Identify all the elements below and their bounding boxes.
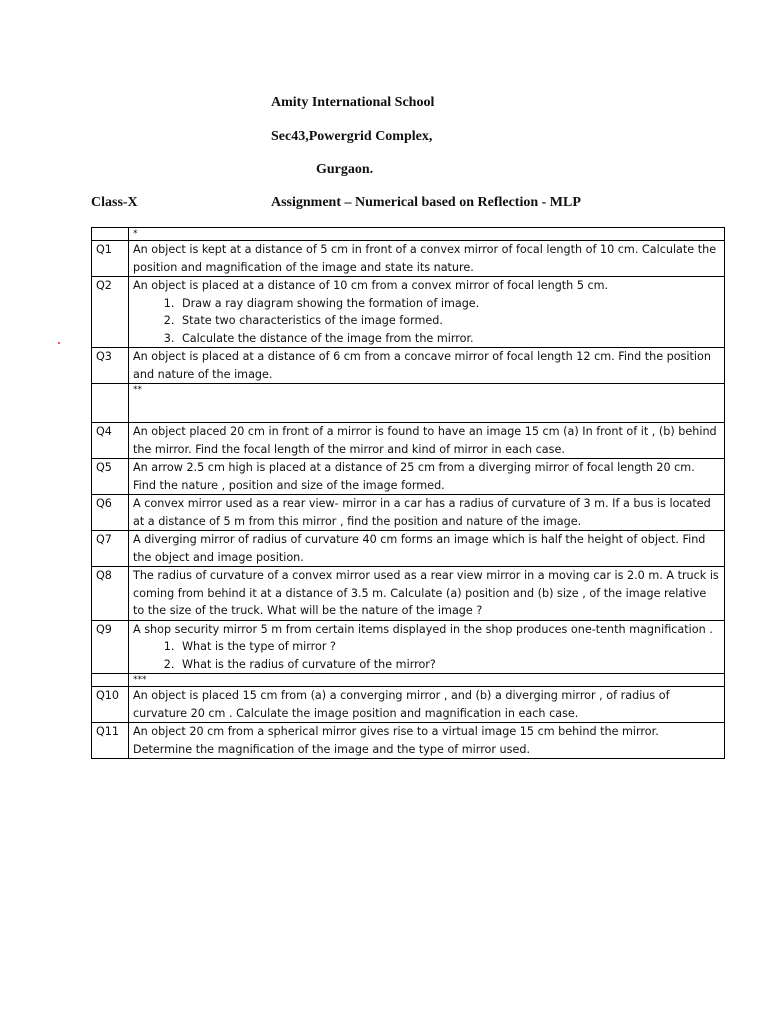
question-number: Q10 xyxy=(92,687,129,723)
question-text: The radius of curvature of a convex mirror used as a rear view mirror in a moving car is 2.0 m. A truck is coming from behind it at a distance of 3.5 m. Calculate (a) position and (b) size , of the image relative to the size of the truck. What will be the nature of the image ? xyxy=(129,567,725,621)
divider-mark: *** xyxy=(129,674,725,687)
question-text: An arrow 2.5 cm high is placed at a distance of 25 cm from a diverging mirror of focal length 20 cm. Find the nature , position and size of the image formed. xyxy=(129,459,725,495)
divider-row xyxy=(92,228,725,241)
question-text: An object is placed 15 cm from (a) a converging mirror , and (b) a diverging mirror , of radius of curvature 20 cm . Calculate the image position and magnification in each case. xyxy=(129,687,725,723)
questions-table xyxy=(91,227,725,759)
question-number: Q5 xyxy=(92,459,129,495)
question-text: An object placed 20 cm in front of a mirror is found to have an image 15 cm (a) In front of it , (b) behind the mirror. Find the focal length of the mirror and kind of mirror in each case. xyxy=(129,423,725,459)
question-number: Q4 xyxy=(92,423,129,459)
sub-question: 1. Draw a ray diagram showing the formation of image. xyxy=(178,295,720,313)
question-number: Q2 xyxy=(92,277,129,348)
school-address: Sec43,Powergrid Complex, xyxy=(271,129,433,144)
question-row-q10 xyxy=(92,687,725,723)
question-row-q11 xyxy=(92,723,725,759)
question-number: Q9 xyxy=(92,620,129,674)
question-row-q6 xyxy=(92,495,725,531)
class-label: Class-X xyxy=(91,195,138,210)
sub-question: 3. Calculate the distance of the image from the mirror. xyxy=(178,330,720,348)
question-number: Q1 xyxy=(92,241,129,277)
question-number: Q8 xyxy=(92,567,129,621)
question-number: Q11 xyxy=(92,723,129,759)
question-row-q8 xyxy=(92,567,725,621)
question-number: Q3 xyxy=(92,348,129,384)
sub-question-list xyxy=(133,638,720,673)
question-cell xyxy=(129,620,725,674)
question-row-q7 xyxy=(92,531,725,567)
divider-row xyxy=(92,674,725,687)
sub-question: 2. What is the radius of curvature of the mirror? xyxy=(178,656,720,674)
question-text: A diverging mirror of radius of curvature 40 cm forms an image which is half the height of object. Find the object and image position. xyxy=(129,531,725,567)
stray-mark xyxy=(58,342,60,344)
divider-mark: ** xyxy=(129,384,725,423)
question-text: A convex mirror used as a rear view- mirror in a car has a radius of curvature of 3 m. If a bus is located at a distance of 5 m from this mirror , find the position and nature of the image. xyxy=(129,495,725,531)
question-number: Q7 xyxy=(92,531,129,567)
question-row-q4 xyxy=(92,423,725,459)
school-name: Amity International School xyxy=(271,95,435,110)
question-number: Q6 xyxy=(92,495,129,531)
question-text: An object is kept at a distance of 5 cm in front of a convex mirror of focal length of 10 cm. Calculate the position and magnification of the image and state its nature. xyxy=(129,241,725,277)
sub-question: 2. State two characteristics of the image formed. xyxy=(178,312,720,330)
question-text: A shop security mirror 5 m from certain items displayed in the shop produces one-tenth magnification . xyxy=(133,622,713,636)
question-cell xyxy=(129,277,725,348)
divider-mark: * xyxy=(129,228,725,241)
question-text: An object is placed at a distance of 10 cm from a convex mirror of focal length 5 cm. xyxy=(133,279,609,292)
question-text: An object is placed at a distance of 6 cm from a concave mirror of focal length 12 cm. Find the position and nature of the image. xyxy=(129,348,725,384)
question-row-q5 xyxy=(92,459,725,495)
school-city: Gurgaon. xyxy=(316,162,374,177)
sub-question-list xyxy=(133,295,720,348)
question-row-q2 xyxy=(92,277,725,348)
divider-row xyxy=(92,384,725,423)
question-row-q3 xyxy=(92,348,725,384)
assignment-title: Assignment – Numerical based on Reflection - MLP xyxy=(271,195,581,210)
question-row-q9 xyxy=(92,620,725,674)
sub-question: 1. What is the type of mirror ? xyxy=(178,638,720,656)
question-row-q1 xyxy=(92,241,725,277)
question-text: An object 20 cm from a spherical mirror gives rise to a virtual image 15 cm behind the mirror. Determine the magnification of the image and the type of mirror used. xyxy=(129,723,725,759)
